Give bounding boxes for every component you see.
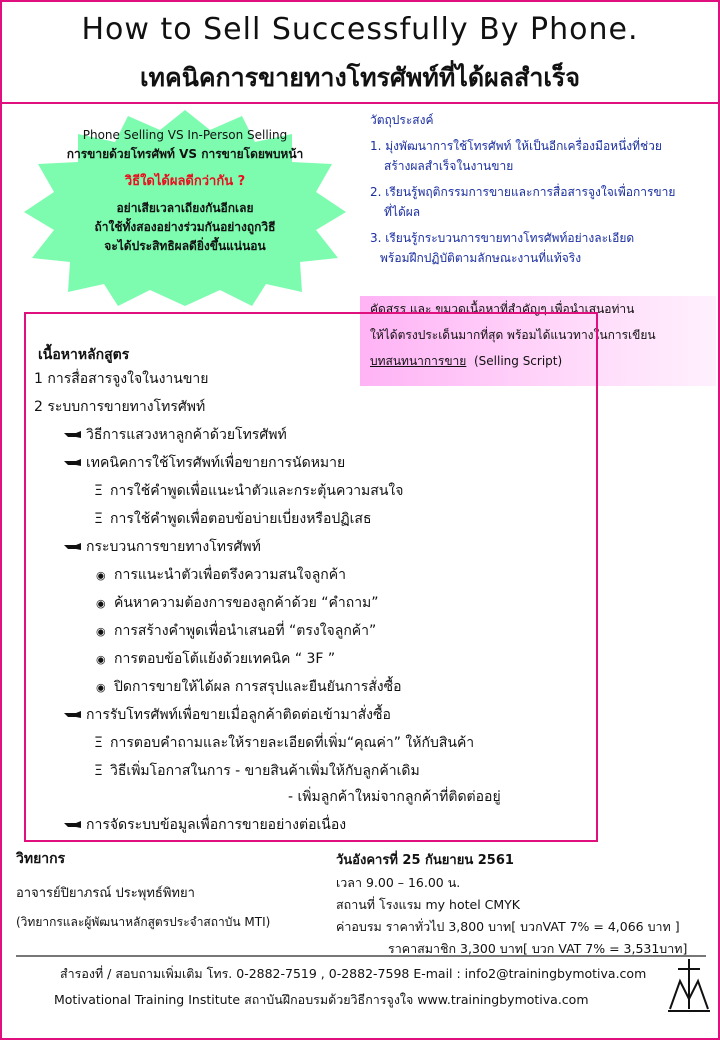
objective-1 xyxy=(370,136,710,176)
starburst-tip1: อย่าเสียเวลาเถียงกันอีกเลย xyxy=(116,201,254,215)
xi-bullet-icon: Ξ xyxy=(94,511,103,527)
topic-c1-label: การแนะนำตัวเพื่อตรึงความสนใจลูกค้า xyxy=(114,567,346,583)
circle-bullet-icon: ◉ xyxy=(96,625,106,638)
institute-line: Motivational Training Institute สถาบันฝึกอบรมด้วยวิธีการจูงใจ www.trainingbymotiva.com xyxy=(54,992,589,1007)
circle-bullet-icon: ◉ xyxy=(96,569,106,582)
topic-c5-label: ปิดการขายให้ได้ผล การสรุปและยืนยันการสั่งซื้อ xyxy=(114,679,402,695)
mti-logo-icon xyxy=(664,955,714,1015)
event-fee-member: ราคาสมาชิก 3,300 บาท[ บวก VAT 7% = 3,531บาท] xyxy=(388,941,688,956)
topic-c xyxy=(64,536,261,558)
objective-2 xyxy=(370,182,710,222)
objective-3-line2: พร้อมฝึกปฏิบัติตามลักษณะงานที่แท้จริง xyxy=(380,251,582,265)
event-date: วันอังคารที่ 25 กันยายน 2561 xyxy=(336,853,514,868)
topic-b2 xyxy=(94,508,372,530)
topic-d-label: การรับโทรศัพท์เพื่อขายเมื่อลูกค้าติดต่อเข้ามาสั่งซื้อ xyxy=(86,707,391,723)
selling-script-suffix: (Selling Script) xyxy=(473,354,563,368)
event-time: เวลา 9.00 – 16.00 น. xyxy=(336,875,461,890)
topic-b1-label: การใช้คำพูดเพื่อแนะนำตัวและกระตุ้นความสนใจ xyxy=(110,483,404,499)
topic-d1 xyxy=(94,732,474,754)
event-venue: สถานที่ โรงแรม my hotel CMYK xyxy=(336,897,520,912)
objectives-heading: วัตถุประสงค์ xyxy=(370,113,434,127)
topic-d xyxy=(64,704,391,726)
topic-d2 xyxy=(94,760,420,782)
speaker-heading: วิทยากร xyxy=(16,851,66,867)
circle-bullet-icon: ◉ xyxy=(96,653,106,666)
section-1: 1 การสื่อสารจูงใจในงานขาย xyxy=(34,371,209,387)
pointing-hand-icon xyxy=(64,455,86,471)
pointing-hand-icon xyxy=(64,707,86,723)
selling-script-link: บทสนทนาการขาย xyxy=(370,354,467,368)
xi-bullet-icon: Ξ xyxy=(94,763,103,779)
script-box-line2: ให้ได้ตรงประเด็นมากที่สุด พร้อมได้แนวทางในการเขียน xyxy=(370,328,656,342)
pointing-hand-icon xyxy=(64,539,86,555)
starburst-line1: Phone Selling VS In-Person Selling xyxy=(82,128,288,142)
topic-d1-label: การตอบคำถามและให้รายละเอียดที่เพิ่ม“คุณค่า” ให้กับสินค้า xyxy=(110,735,475,751)
starburst-tip3: จะได้ประสิทธิผลดียิ่งขึ้นแน่นอน xyxy=(104,239,266,253)
topic-c3-label: การสร้างคำพูดเพื่อนำเสนอที่ “ตรงใจลูกค้า” xyxy=(114,623,377,639)
speaker-role: (วิทยากรและผู้พัฒนาหลักสูตรประจำสถาบัน MTI) xyxy=(16,915,271,929)
topic-c-label: กระบวนการขายทางโทรศัพท์ xyxy=(86,539,261,555)
pointing-hand-icon xyxy=(64,817,86,833)
course-heading: เนื้อหาหลักสูตร xyxy=(38,347,130,363)
starburst-question: วิธีใดได้ผลดีกว่ากัน ? xyxy=(124,174,246,189)
topic-a xyxy=(64,424,287,446)
contact-line: สำรองที่ / สอบถามเพิ่มเติม โทร. 0-2882-7519 , 0-2882-7598 E-mail : info2@trainingbymotiva.com xyxy=(60,966,647,981)
topic-c5 xyxy=(96,676,402,698)
course-content-box xyxy=(24,312,598,842)
speaker-name: อาจารย์ปิยาภรณ์ ประพุทธ์พิทยา xyxy=(16,886,195,901)
xi-bullet-icon: Ξ xyxy=(94,735,103,751)
topic-b-label: เทคนิคการใช้โทรศัพท์เพื่อขายการนัดหมาย xyxy=(86,455,346,471)
circle-bullet-icon: ◉ xyxy=(96,597,106,610)
topic-c2 xyxy=(96,592,379,614)
starburst-tip2: ถ้าใช้ทั้งสองอย่างร่วมกันอย่างถูกวิธี xyxy=(94,220,276,234)
topic-a-label: วิธีการแสวงหาลูกค้าด้วยโทรศัพท์ xyxy=(86,427,287,443)
circle-bullet-icon: ◉ xyxy=(96,681,106,694)
starburst-line2: การขายด้วยโทรศัพท์ VS การขายโดยพบหน้า xyxy=(66,147,304,161)
objective-1-line1: 1. มุ่งพัฒนาการใช้โทรศัพท์ ให้เป็นอีกเครื่องมือหนึ่งที่ช่วย xyxy=(370,139,662,153)
footer-divider xyxy=(16,955,706,957)
topic-b2-label: การใช้คำพูดเพื่อตอบข้อบ่ายเบี่ยงหรือปฏิเสธ xyxy=(110,511,372,527)
objective-1-line2: สร้างผลสำเร็จในงานขาย xyxy=(384,159,514,173)
topic-d2-label: วิธีเพิ่มโอกาสในการ - ขายสินค้าเพิ่มให้กับลูกค้าเดิม xyxy=(110,763,420,779)
event-details xyxy=(336,850,687,960)
topic-c4 xyxy=(96,648,335,670)
starburst-text xyxy=(20,126,350,256)
topic-e-label: การจัดระบบข้อมูลเพื่อการขายอย่างต่อเนื่อง xyxy=(86,817,347,833)
header xyxy=(0,0,720,104)
section-2: 2 ระบบการขายทางโทรศัพท์ xyxy=(34,399,206,415)
objectives xyxy=(370,110,710,268)
xi-bullet-icon: Ξ xyxy=(94,483,103,499)
topic-c2-label: ค้นหาความต้องการของลูกค้าด้วย “คำถาม” xyxy=(114,595,379,611)
title-thai: เทคนิคการขายทางโทรศัพท์ที่ได้ผลสำเร็จ xyxy=(139,63,580,92)
topic-e xyxy=(64,814,346,836)
topic-d3: - เพิ่มลูกค้าใหม่จากลูกค้าที่ติดต่ออยู่ xyxy=(288,789,501,805)
topic-c1 xyxy=(96,564,346,586)
title-english: How to Sell Successfully By Phone. xyxy=(81,12,639,47)
pointing-hand-icon xyxy=(64,427,86,443)
script-box-line1: คัดสรร และ ขมวดเนื้อหาที่สำคัญๆ เพื่อนำเสนอท่าน xyxy=(370,302,635,316)
topic-c4-label: การตอบข้อโต้แย้งด้วยเทคนิค “ 3F ” xyxy=(114,651,336,667)
objective-2-line2: ที่ได้ผล xyxy=(384,205,421,219)
topic-c3 xyxy=(96,620,376,642)
topic-b xyxy=(64,452,345,474)
objective-3-line1: 3. เรียนรู้กระบวนการขายทางโทรศัพท์อย่างละเอียด xyxy=(370,231,635,245)
objective-2-line1: 2. เรียนรู้พฤติกรรมการขายและการสื่อสารจูงใจเพื่อการขาย xyxy=(370,185,676,199)
objective-3 xyxy=(370,228,710,268)
event-fee-general: ค่าอบรม ราคาทั่วไป 3,800 บาท[ บวกVAT 7% = 4,066 บาท ] xyxy=(336,919,680,934)
topic-b1 xyxy=(94,480,403,502)
speaker-section xyxy=(16,848,270,932)
